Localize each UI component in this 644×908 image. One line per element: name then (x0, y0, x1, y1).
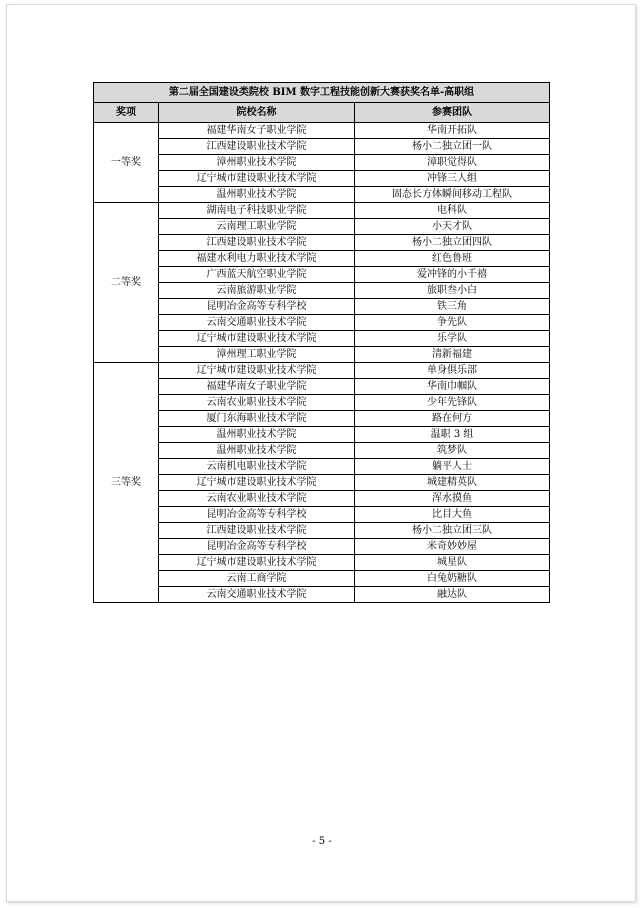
table-row (94, 123, 550, 139)
school-name-cell: 云南交通职业技术学院 (159, 315, 355, 331)
team-name-cell: 小天才队 (355, 219, 550, 235)
table-row (94, 187, 550, 203)
table-row (94, 587, 550, 603)
team-name-cell: 铁三角 (355, 299, 550, 315)
table-row (94, 571, 550, 587)
table-row (94, 299, 550, 315)
table-row (94, 171, 550, 187)
team-name-cell: 华南巾帼队 (355, 379, 550, 395)
table-row (94, 251, 550, 267)
school-name-cell: 福建水利电力职业技术学院 (159, 251, 355, 267)
table-row (94, 347, 550, 363)
school-name-cell: 云南交通职业技术学院 (159, 587, 355, 603)
school-name-cell: 温州职业技术学院 (159, 443, 355, 459)
school-name-cell: 广西蓝天航空职业学院 (159, 267, 355, 283)
team-name-cell: 乐学队 (355, 331, 550, 347)
school-name-cell: 辽宁城市建设职业技术学院 (159, 171, 355, 187)
school-name-cell: 温州职业技术学院 (159, 187, 355, 203)
team-name-cell: 城星队 (355, 555, 550, 571)
header-team: 参赛团队 (355, 103, 550, 123)
school-name-cell: 辽宁城市建设职业技术学院 (159, 363, 355, 379)
table-header-row (94, 103, 550, 123)
team-name-cell: 冲锋三人组 (355, 171, 550, 187)
school-name-cell: 福建华南女子职业学院 (159, 379, 355, 395)
table-row (94, 555, 550, 571)
table-row (94, 443, 550, 459)
school-name-cell: 云南旅游职业学院 (159, 283, 355, 299)
header-award: 奖项 (94, 103, 159, 123)
table-row (94, 427, 550, 443)
table-row (94, 363, 550, 379)
school-name-cell: 厦门东海职业技术学院 (159, 411, 355, 427)
table-row (94, 203, 550, 219)
school-name-cell: 云南农业职业技术学院 (159, 491, 355, 507)
team-name-cell: 单身俱乐部 (355, 363, 550, 379)
school-name-cell: 昆明冶金高等专科学校 (159, 539, 355, 555)
school-name-cell: 辽宁城市建设职业技术学院 (159, 555, 355, 571)
team-name-cell: 浑水摸鱼 (355, 491, 550, 507)
table-row (94, 283, 550, 299)
team-name-cell: 旅职叁小白 (355, 283, 550, 299)
team-name-cell: 温职 3 组 (355, 427, 550, 443)
table-row (94, 395, 550, 411)
team-name-cell: 杨小二独立团一队 (355, 139, 550, 155)
school-name-cell: 湖南电子科技职业学院 (159, 203, 355, 219)
team-name-cell: 路在何方 (355, 411, 550, 427)
school-name-cell: 辽宁城市建设职业技术学院 (159, 331, 355, 347)
school-name-cell: 云南工商学院 (159, 571, 355, 587)
team-name-cell: 少年先锋队 (355, 395, 550, 411)
school-name-cell: 江西建设职业技术学院 (159, 523, 355, 539)
page-number: - 5 - (312, 836, 332, 847)
table-row (94, 411, 550, 427)
award-level-cell: 二等奖 (94, 203, 159, 363)
school-name-cell: 云南农业职业技术学院 (159, 395, 355, 411)
school-name-cell: 昆明冶金高等专科学校 (159, 507, 355, 523)
team-name-cell: 比目大鱼 (355, 507, 550, 523)
table-row (94, 475, 550, 491)
table-row (94, 491, 550, 507)
team-name-cell: 筑梦队 (355, 443, 550, 459)
table-row (94, 155, 550, 171)
table-row (94, 507, 550, 523)
school-name-cell: 辽宁城市建设职业技术学院 (159, 475, 355, 491)
award-level-cell: 三等奖 (94, 363, 159, 603)
table-row (94, 539, 550, 555)
awards-table-body (94, 123, 550, 603)
school-name-cell: 江西建设职业技术学院 (159, 139, 355, 155)
table-title: 第二届全国建设类院校 BIM 数字工程技能创新大赛获奖名单-高职组 (94, 83, 550, 103)
school-name-cell: 昆明冶金高等专科学校 (159, 299, 355, 315)
team-name-cell: 白兔奶糖队 (355, 571, 550, 587)
team-name-cell: 漳职觉得队 (355, 155, 550, 171)
awards-table (93, 82, 550, 603)
header-school: 院校名称 (159, 103, 355, 123)
school-name-cell: 福建华南女子职业学院 (159, 123, 355, 139)
team-name-cell: 电科队 (355, 203, 550, 219)
school-name-cell: 漳州职业技术学院 (159, 155, 355, 171)
school-name-cell: 温州职业技术学院 (159, 427, 355, 443)
award-level-cell: 一等奖 (94, 123, 159, 203)
table-row (94, 267, 550, 283)
table-row (94, 235, 550, 251)
team-name-cell: 爱冲锋的小千禧 (355, 267, 550, 283)
table-row (94, 139, 550, 155)
team-name-cell: 融达队 (355, 587, 550, 603)
team-name-cell: 清新福建 (355, 347, 550, 363)
school-name-cell: 江西建设职业技术学院 (159, 235, 355, 251)
team-name-cell: 争先队 (355, 315, 550, 331)
table-row (94, 523, 550, 539)
table-title-row (94, 83, 550, 103)
table-row (94, 379, 550, 395)
team-name-cell: 杨小二独立团四队 (355, 235, 550, 251)
table-row (94, 219, 550, 235)
school-name-cell: 云南机电职业技术学院 (159, 459, 355, 475)
table-row (94, 331, 550, 347)
table-row (94, 315, 550, 331)
team-name-cell: 红色鲁班 (355, 251, 550, 267)
team-name-cell: 杨小二独立团三队 (355, 523, 550, 539)
team-name-cell: 躺平人士 (355, 459, 550, 475)
school-name-cell: 云南理工职业学院 (159, 219, 355, 235)
team-name-cell: 固态长方体瞬间移动工程队 (355, 187, 550, 203)
table-row (94, 459, 550, 475)
school-name-cell: 漳州理工职业学院 (159, 347, 355, 363)
team-name-cell: 米奇妙妙屋 (355, 539, 550, 555)
team-name-cell: 华南开拓队 (355, 123, 550, 139)
team-name-cell: 城建精英队 (355, 475, 550, 491)
